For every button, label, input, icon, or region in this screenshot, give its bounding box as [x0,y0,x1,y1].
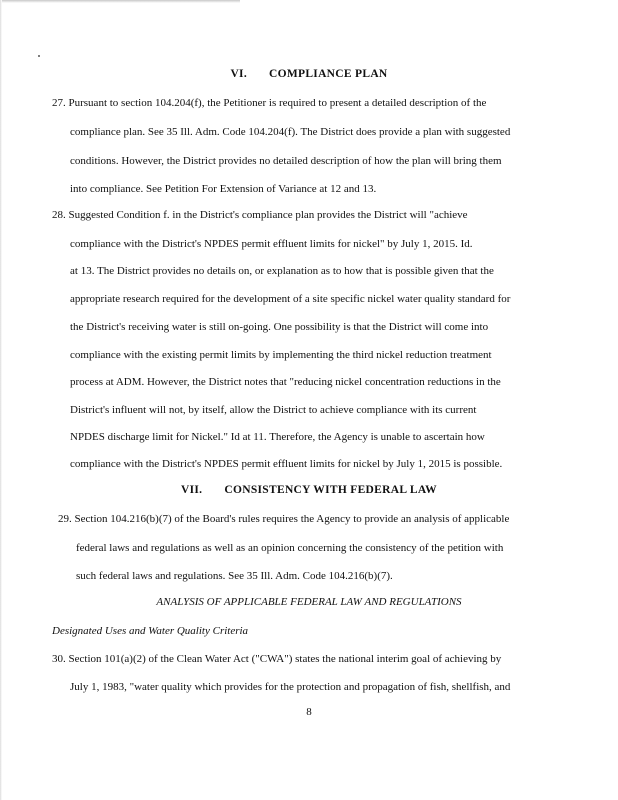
section-title: COMPLIANCE PLAN [269,68,388,80]
section-heading-compliance-plan [0,68,618,80]
paragraph-28-line: compliance with the existing permit limits by implementing the third nickel reduction treatment [70,349,492,361]
section-number: VII. [181,484,203,496]
paragraph-27-line: conditions. However, the District provides no detailed description of how the plan will bring them [70,155,502,167]
paragraph-29-line: 29. Section 104.216(b)(7) of the Board's rules requires the Agency to provide an analysis of applicable [58,513,510,525]
page-number: 8 [306,706,312,718]
paragraph-28-line: process at ADM. However, the District notes that "reducing nickel concentration reductions in the [70,376,501,388]
paragraph-28-line: compliance with the District's NPDES permit effluent limits for nickel by July 1, 2015 is possible. [70,458,503,470]
paragraph-28-line: appropriate research required for the development of a site specific nickel water quality standard for [70,293,511,305]
subheading-designated-uses: Designated Uses and Water Quality Criteria [52,625,249,637]
paragraph-27-line: into compliance. See Petition For Extension of Variance at 12 and 13. [70,183,377,195]
scan-edge-left [0,0,2,800]
paragraph-27-line: 27. Pursuant to section 104.204(f), the Petitioner is required to present a detailed description of the [52,97,487,109]
paragraph-28-line: NPDES discharge limit for Nickel." Id at 11. Therefore, the Agency is unable to ascertain how [70,431,485,443]
paragraph-28-line: the District's receiving water is still on-going. One possibility is that the District will come into [70,321,489,333]
scan-speck [38,55,40,57]
section-number: VI. [230,68,247,80]
paragraph-28-line: compliance with the District's NPDES permit effluent limits for nickel" by July 1, 2015. Id. [70,238,473,250]
paragraph-29-line: such federal laws and regulations. See 35 Ill. Adm. Code 104.216(b)(7). [76,570,393,582]
paragraph-30-line: July 1, 1983, "water quality which provides for the protection and propagation of fish, shellfish, and [70,681,511,693]
paragraph-27-line: compliance plan. See 35 Ill. Adm. Code 104.204(f). The District does provide a plan with suggested [70,126,511,138]
section-title: CONSISTENCY WITH FEDERAL LAW [224,484,437,496]
paragraph-29-line: federal laws and regulations as well as an opinion concerning the consistency of the petition with [76,542,504,554]
paragraph-28-line: District's influent will not, by itself, allow the District to achieve compliance with its current [70,404,477,416]
section-heading-consistency-federal-law [0,484,618,496]
paragraph-30-line: 30. Section 101(a)(2) of the Clean Water Act ("CWA") states the national interim goal of achieving by [52,653,502,665]
paragraph-28-line: 28. Suggested Condition f. in the District's compliance plan provides the District will "achieve [52,209,468,221]
scan-edge-top [0,0,240,3]
analysis-heading: ANALYSIS OF APPLICABLE FEDERAL LAW AND REGULATIONS [156,596,462,608]
paragraph-28-line: at 13. The District provides no details on, or explanation as to how that is possible given that the [70,265,494,277]
